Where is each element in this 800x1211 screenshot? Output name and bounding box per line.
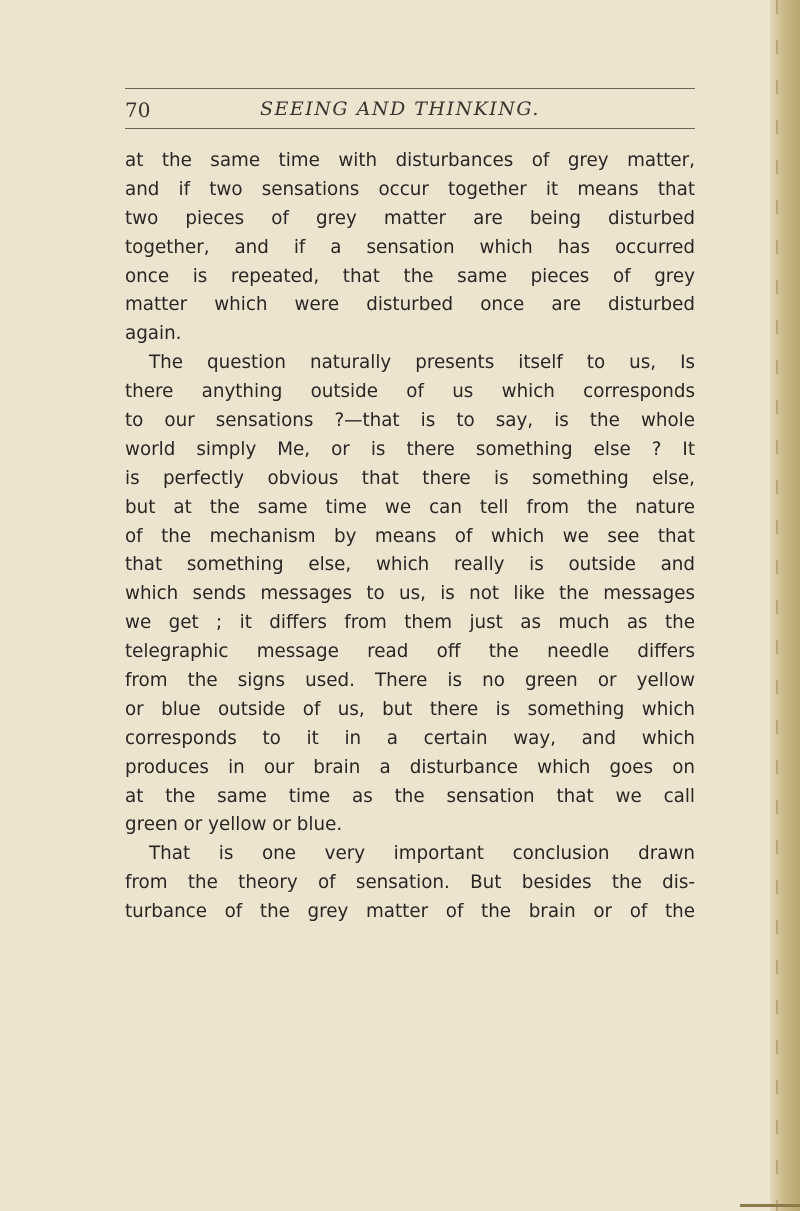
text-line: or blue outside of us, but there is something which	[125, 698, 695, 720]
text-line: of the mechanism by means of which we see that	[125, 525, 695, 547]
page-number: 70	[125, 98, 151, 122]
text-line: corresponds to it in a certain way, and which	[125, 727, 695, 749]
text-line: world simply Me, or is there something else ? It	[125, 438, 695, 460]
text-line: once is repeated, that the same pieces of grey	[125, 265, 695, 287]
text-line: produces in our brain a disturbance which goes on	[125, 756, 695, 778]
text-line: that something else, which really is outside and	[125, 554, 695, 576]
text-line: from the theory of sensation. But besides the dis-	[125, 872, 695, 894]
text-line: together, and if a sensation which has occurred	[125, 236, 695, 258]
text-line: there anything outside of us which corresponds	[125, 381, 695, 403]
text-line: green or yellow or blue.	[125, 814, 343, 836]
text-line: matter which were disturbed once are disturbed	[125, 294, 695, 316]
text-line: but at the same time we can tell from the nature	[125, 496, 695, 518]
text-line: at the same time with disturbances of grey matter,	[125, 150, 695, 171]
header-top-rule	[125, 88, 695, 89]
text-line: from the signs used. There is no green or yellow	[125, 670, 695, 692]
header-bottom-rule	[125, 128, 695, 129]
text-line: is perfectly obvious that there is something else,	[125, 467, 695, 489]
text-line: two pieces of grey matter are being disturbed	[125, 207, 695, 229]
text-line: we get ; it differs from them just as much as the	[125, 612, 695, 634]
running-head: SEEING AND THINKING.	[260, 98, 540, 120]
text-line: and if two sensations occur together it means that	[125, 178, 695, 200]
page-edge	[770, 0, 800, 1211]
text-line: at the same time as the sensation that we call	[125, 785, 695, 807]
text-line: turbance of the grey matter of the brain or of the	[125, 901, 695, 923]
text-line: The question naturally presents itself to us, Is	[149, 352, 695, 374]
body-text	[125, 147, 695, 927]
page-header	[125, 98, 695, 124]
text-line: which sends messages to us, is not like the messages	[125, 583, 695, 605]
text-line: to our sensations ?—that is to say, is the whole	[125, 410, 695, 432]
text-line: That is one very important conclusion drawn	[149, 843, 695, 865]
bottom-edge-rule	[740, 1204, 800, 1207]
text-line: telegraphic message read off the needle differs	[125, 641, 695, 663]
text-line: again.	[125, 323, 182, 345]
